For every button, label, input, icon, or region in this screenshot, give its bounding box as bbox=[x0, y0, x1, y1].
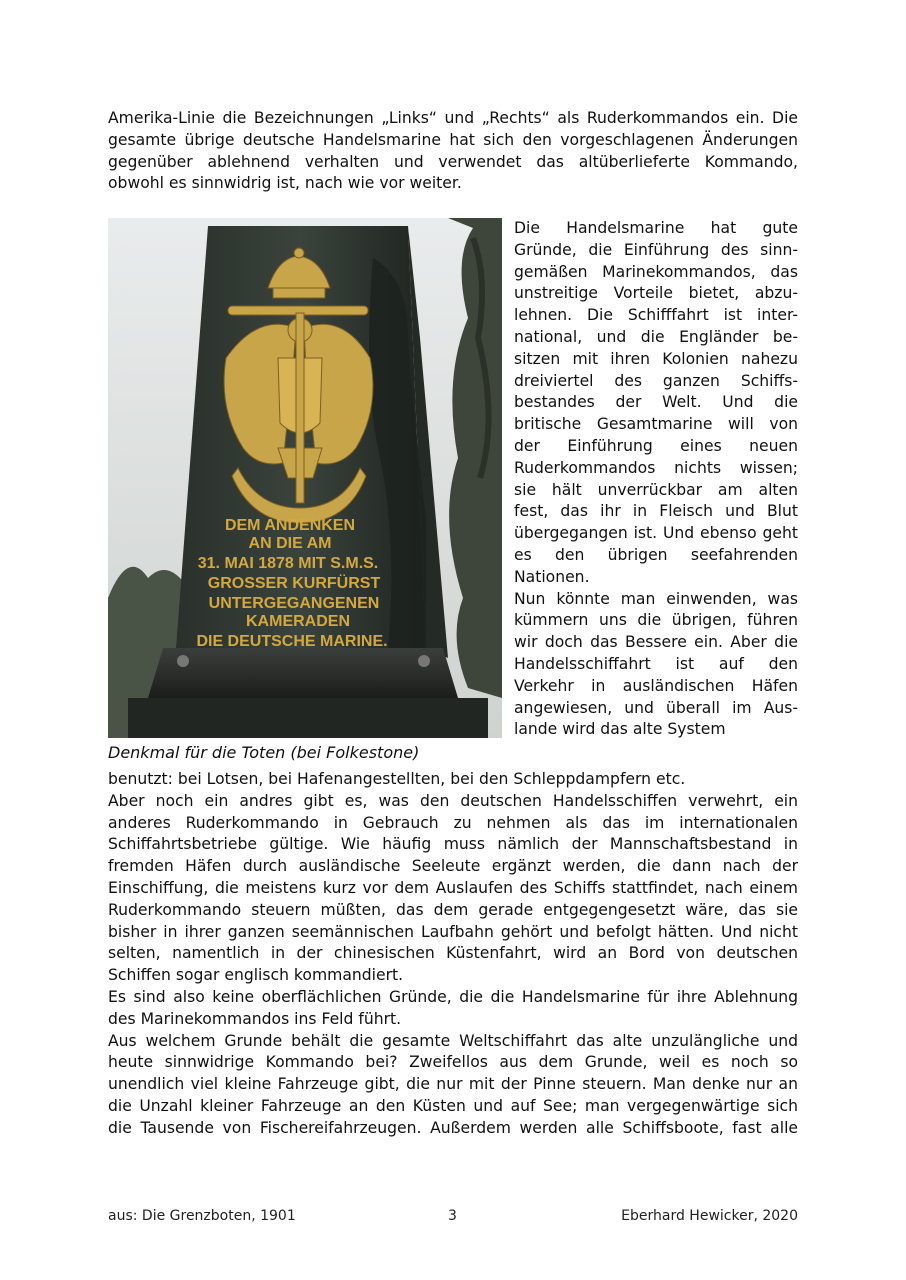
footer-author: Eberhard Hewicker, 2020 bbox=[621, 1208, 798, 1224]
text-line: unendlich viel kleine Fahrzeuge gibt, die nur mit der Pinne steuern. Man denke nur an bbox=[108, 1075, 798, 1094]
paragraph-bottom bbox=[108, 769, 798, 1140]
page-number: 3 bbox=[448, 1208, 457, 1224]
text-line: selten, namentlich in der chinesischen Küstenfahrt, wird an Bord von deutschen bbox=[108, 944, 798, 963]
text-line: lande wird das alte System bbox=[514, 720, 726, 739]
text-line: Handelsschiffahrt ist auf den bbox=[514, 654, 798, 673]
text-line: benutzt: bei Lotsen, bei Hafenangestellten, bei den Schleppdampfern etc. bbox=[108, 770, 686, 788]
photo-caption: Denkmal für die Toten (bei Folkestone) bbox=[108, 743, 420, 762]
text-line: die Unzahl kleiner Fahrzeuge an den Küsten und auf See; man vergegenwärtige sich bbox=[108, 1096, 798, 1115]
footer-source: aus: Die Grenzboten, 1901 bbox=[108, 1208, 296, 1224]
text-line: es den übrigen seefahrenden bbox=[514, 545, 798, 564]
text-line: britische Gesamtmarine will von bbox=[514, 415, 798, 434]
text-line: anderes Ruderkommando in Gebrauch zu nehmen als das im internationalen bbox=[108, 813, 798, 832]
text-line: Einschiffung, die meistens kurz vor dem Auslaufen des Schiffs stattfindet, nach einem bbox=[108, 878, 798, 897]
text-line: wir doch das Bessere ein. Aber die bbox=[514, 633, 798, 652]
text-line: Ruderkommandos nichts wissen; bbox=[514, 458, 798, 477]
inscription-line: AN DIE AM bbox=[248, 535, 332, 552]
text-line: sie hält unverrückbar am alten bbox=[514, 480, 798, 499]
text-line: gemäßen Marinekommandos, das bbox=[514, 262, 798, 281]
text-line: sitzen mit ihren Kolonien nahezu bbox=[514, 349, 798, 368]
text-line: gegenüber ablehnend verhalten und verwendet das altüberlieferte Kommando, bbox=[108, 152, 798, 171]
text-line: Aus welchem Grunde behält die gesamte Weltschiffahrt das alte unzulängliche und bbox=[108, 1031, 798, 1050]
text-line: Gründe, die Einführung des sinn- bbox=[514, 240, 798, 259]
text-line: gesamte übrige deutsche Handelsmarine hat sich den vorgeschlagenen Änderungen bbox=[108, 130, 798, 149]
inscription-line: KAMERADEN bbox=[246, 613, 350, 630]
inscription-line: GROSSER KURFÜRST bbox=[207, 575, 381, 592]
text-line: fremden Häfen durch ausländische Seeleute ergänzt werden, die dann nach der bbox=[108, 857, 798, 876]
inscription-line: 31. MAI 1878 MIT S.M.S. bbox=[197, 555, 379, 572]
text-line: Die Handelsmarine hat gute bbox=[514, 219, 798, 237]
text-line: Schiffen sogar englisch kommandiert. bbox=[108, 966, 404, 985]
text-line: übergegangen ist. Und ebenso geht bbox=[514, 524, 798, 543]
text-line: Aber noch ein andres gibt es, was den deutschen Handelsschiffen verwehrt, ein bbox=[108, 791, 798, 810]
side-column-text bbox=[514, 218, 798, 741]
monument-photo bbox=[108, 218, 502, 738]
inscription-line: DEM ANDENKEN bbox=[224, 517, 356, 534]
text-line: Verkehr in ausländischen Häfen bbox=[514, 676, 798, 695]
paragraph-top bbox=[108, 108, 798, 195]
text-line: Schiffahrtsbetriebe gültige. Wie häufig muss nämlich der Mannschaftsbestand in bbox=[108, 835, 798, 854]
text-line: des Marinekommandos ins Feld führt. bbox=[108, 1009, 402, 1028]
text-line: lehnen. Die Schifffahrt ist inter- bbox=[514, 306, 798, 325]
text-line: Nationen. bbox=[514, 567, 590, 586]
text-line: obwohl es sinnwidrig ist, nach wie vor weiter. bbox=[108, 174, 462, 193]
inscription-line: UNTERGEGANGENEN bbox=[208, 595, 380, 612]
inscription-line: DIE DEUTSCHE MARINE. bbox=[196, 633, 388, 650]
text-line: Es sind also keine oberflächlichen Gründe, die die Handelsmarine für ihre Ablehnung bbox=[108, 987, 798, 1006]
text-line: bestandes der Welt. Und die bbox=[514, 393, 798, 412]
text-line: dreiviertel des ganzen Schiffs- bbox=[514, 371, 798, 390]
text-line: unstreitige Vorteile bietet, abzu- bbox=[514, 284, 798, 303]
text-line: der Einführung eines neuen bbox=[514, 436, 798, 455]
text-line: bisher in ihrer ganzen seemännischen Laufbahn gehört und befolgt hätten. Und nicht bbox=[108, 922, 798, 941]
text-line: Nun könnte man einwenden, was bbox=[514, 589, 798, 608]
text-line: fest, das ihr in Fleisch und Blut bbox=[514, 502, 798, 521]
text-line: national, und die Engländer be- bbox=[514, 327, 798, 346]
text-line: kümmern uns die übrigen, führen bbox=[514, 611, 798, 630]
text-line: Ruderkommando steuern müßten, das dem gerade entgegengesetzt wäre, das sie bbox=[108, 900, 798, 919]
text-line: Amerika-Linie die Bezeichnungen „Links“ und „Rechts“ als Ruderkommandos ein. Die bbox=[108, 109, 798, 127]
text-line: heute sinnwidrige Kommando bei? Zweifellos aus dem Grunde, weil es noch so bbox=[108, 1053, 798, 1072]
text-line: angewiesen, und überall im Aus- bbox=[514, 698, 798, 717]
text-line: die Tausende von Fischereifahrzeugen. Außerdem werden alle Schiffsboote, fast alle bbox=[108, 1118, 798, 1137]
